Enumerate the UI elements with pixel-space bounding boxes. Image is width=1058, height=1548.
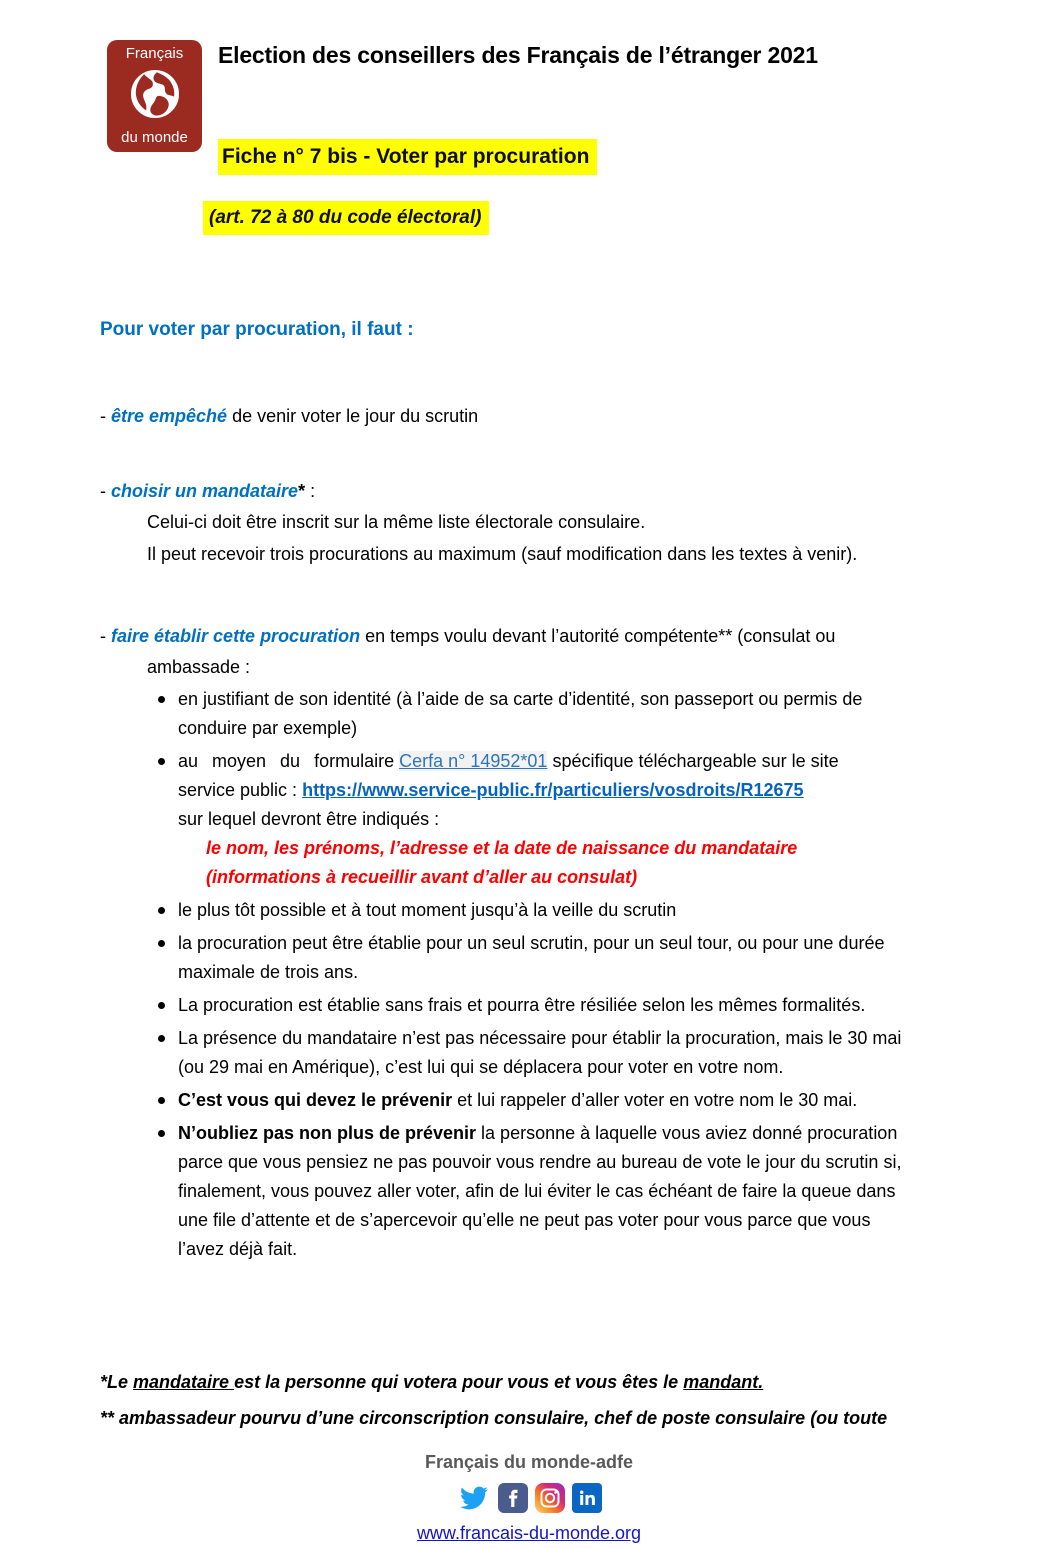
bullet-text: La présence du mandataire n’est pas nécessaire pour établir la procuration, mais le 30 mai (ou 29 mai en Amérique), c’est lui qui se déplacera pour voter en votre nom.	[178, 1028, 902, 1077]
footnotes	[100, 1364, 958, 1436]
logo-text-top: Français	[125, 45, 184, 62]
bullet-text: au moyen du formulaire	[178, 751, 395, 771]
page-title: Election des conseillers des Français de l’étranger 2021	[218, 42, 818, 68]
organization-name: Français du monde-adfe	[424, 1452, 634, 1472]
list-item	[156, 896, 916, 925]
bullet-bold-lead: C’est vous qui devez le prévenir	[178, 1090, 453, 1110]
bullet-line	[178, 776, 916, 805]
bullet-text: en justifiant de son identité (à l’aide de sa carte d’identité, son passeport ou permis de conduire par exemple)	[178, 689, 863, 738]
document-header	[0, 40, 1058, 235]
linkedin-icon[interactable]	[572, 1483, 602, 1513]
requirement-text: en temps voulu devant l’autorité compétente** (consulat ou	[360, 626, 836, 646]
requirement-faire-etablir	[100, 622, 958, 651]
service-public-url-link[interactable]: https://www.service-public.fr/particuliers/vosdroits/R12675	[302, 780, 804, 800]
requirement-subline: Celui-ci doit être inscrit sur la même liste électorale consulaire.	[147, 512, 646, 532]
bullet-line: sur lequel devront être indiqués :	[178, 809, 440, 829]
bullet-text: La procuration est établie sans frais et pourra être résiliée selon les mêmes formalités.	[178, 995, 866, 1015]
requirement-emphasis: choisir un mandataire	[111, 481, 299, 501]
red-instruction-line: le nom, les prénoms, l’adresse et la date de naissance du mandataire	[206, 838, 798, 858]
bullet-text: spécifique téléchargeable sur le site	[552, 751, 839, 771]
footnote-text: est la personne qui votera pour vous et vous êtes le	[234, 1372, 684, 1392]
footnote-underlined: mandant.	[683, 1372, 764, 1392]
footnote-ambassadeur: ** ambassadeur pourvu d’une circonscription consulaire, chef de poste consulaire (ou toute	[100, 1408, 888, 1428]
requirement-text: de venir voter le jour du scrutin	[227, 406, 479, 426]
bullet-line	[178, 747, 916, 776]
list-item	[156, 991, 916, 1020]
social-icons-row	[0, 1481, 1058, 1515]
instagram-icon[interactable]	[535, 1483, 565, 1513]
asterisk: *	[298, 481, 306, 501]
requirement-emphasis: être empêché	[111, 406, 228, 426]
dash: -	[100, 481, 111, 501]
footnote-underlined: mandataire	[133, 1372, 235, 1392]
requirement-subline: ambassade :	[147, 657, 251, 677]
document-body	[100, 315, 958, 1264]
footnote-mandataire	[100, 1364, 958, 1400]
list-item-formulaire	[156, 747, 916, 892]
list-item	[156, 1119, 916, 1264]
org-logo	[107, 40, 202, 152]
bullet-text: la personne à laquelle vous aviez donné procuration parce que vous pensiez ne pas pouvoir vous rendre au bureau de vote le jour du scrutin si, finalement, vous pouvez aller voter, afin de lui éviter le cas échéant de faire la queue dans une file d’attente et de s’apercevoir qu’elle ne peut pas voter pour vous parce que vous l’avez déjà fait.	[178, 1123, 902, 1259]
document-footer	[0, 1448, 1058, 1548]
twitter-icon[interactable]	[457, 1484, 491, 1512]
fiche-subtitle: Fiche n° 7 bis - Voter par procuration	[218, 139, 597, 175]
list-item	[156, 1086, 916, 1115]
bullet-text: et lui rappeler d’aller voter en votre nom le 30 mai.	[452, 1090, 858, 1110]
footnote-text: *Le	[100, 1372, 134, 1392]
red-instruction-line: (informations à recueillir avant d’aller au consulat)	[206, 867, 638, 887]
facebook-icon[interactable]	[498, 1483, 528, 1513]
dash: -	[100, 626, 111, 646]
list-item	[156, 929, 916, 987]
bullet-text: service public :	[178, 780, 298, 800]
dash: -	[100, 406, 111, 426]
bullet-text: la procuration peut être établie pour un seul scrutin, pour un seul tour, ou pour une durée maximale de trois ans.	[178, 933, 885, 982]
intro-heading: Pour voter par procuration, il faut :	[100, 319, 414, 340]
requirement-text: :	[305, 481, 316, 501]
list-item	[156, 685, 916, 743]
requirement-choisir-mandataire	[100, 477, 958, 506]
article-reference: (art. 72 à 80 du code électoral)	[203, 201, 489, 235]
requirement-subline: Il peut recevoir trois procurations au maximum (sauf modification dans les textes à venir).	[147, 544, 858, 564]
requirement-etre-empeche	[100, 402, 958, 431]
bullet-text: le plus tôt possible et à tout moment jusqu’à la veille du scrutin	[178, 900, 677, 920]
website-link[interactable]: www.francais-du-monde.org	[416, 1523, 642, 1543]
bullet-bold-lead: N’oubliez pas non plus de prévenir	[178, 1123, 477, 1143]
globe-icon	[126, 65, 184, 127]
bullet-list	[100, 685, 916, 1264]
list-item	[156, 1024, 916, 1082]
logo-text-bottom: du monde	[121, 129, 188, 146]
requirement-emphasis: faire établir cette procuration	[111, 626, 361, 646]
cerfa-form-link[interactable]: Cerfa n° 14952*01	[399, 751, 548, 771]
header-titles	[202, 40, 818, 235]
